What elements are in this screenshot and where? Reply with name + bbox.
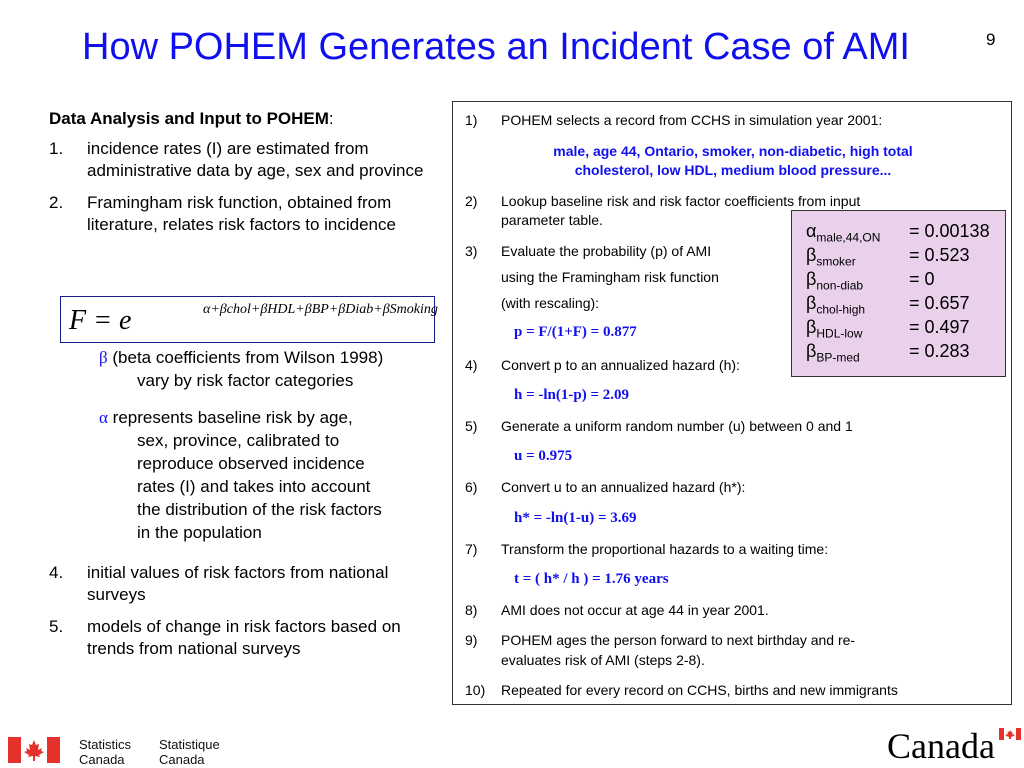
alpha-note-line1: represents baseline risk by age, <box>112 408 353 427</box>
step-text: Repeated for every record on CCHS, births and new immigrants <box>501 682 898 698</box>
coefficient-symbol: $\beta_{chol-high}$ <box>806 293 866 317</box>
coefficient-value: = 0 <box>909 269 935 289</box>
slide-title: How POHEM Generates an Incident Case of AMI <box>82 26 910 68</box>
beta-note-line1: (beta coefficients from Wilson 1998) <box>112 348 384 367</box>
alpha-note <box>99 406 429 544</box>
left-column-lower <box>49 562 444 670</box>
coefficient-value: = 0.657 <box>909 293 970 313</box>
left-heading <box>49 108 444 130</box>
step-number: 8) <box>465 602 478 618</box>
coefficient-symbol: $\beta_{non-diab}$ <box>806 269 864 293</box>
step-number: 1) <box>465 112 478 128</box>
left-heading-colon: : <box>328 109 334 128</box>
list-item <box>49 192 444 236</box>
step-number: 2) <box>465 193 478 209</box>
alpha-note-line: sex, province, calibrated to <box>137 431 340 450</box>
alpha-note-line: in the population <box>137 523 262 542</box>
list-item-text: incidence rates (I) are estimated from administrative data by age, sex and province <box>87 139 424 180</box>
list-item-text: models of change in risk factors based on trends from national surveys <box>87 617 401 658</box>
coefficient-symbol: $\beta_{smoker}$ <box>806 245 856 269</box>
list-item-text: Framingham risk function, obtained from literature, relates risk factors to incidence <box>87 193 396 234</box>
step-text: Transform the proportional hazards to a waiting time: <box>501 541 829 557</box>
waiting-time-calc: t = ( h* / h ) = 1.76 years <box>514 571 669 587</box>
list-item <box>49 138 444 182</box>
hazard-star-calc: h* = -ln(1-u) = 3.69 <box>514 510 637 526</box>
alpha-note-line: the distribution of the risk factors <box>137 500 382 519</box>
step-number: 6) <box>465 479 478 495</box>
coefficient-value: = 0.283 <box>909 341 970 361</box>
list-item-number: 2. <box>49 193 64 212</box>
canada-flag-icon <box>8 737 60 763</box>
alpha-note-line: rates (I) and takes into account <box>137 477 371 496</box>
step-number: 5) <box>465 418 478 434</box>
step-number: 4) <box>465 357 478 373</box>
list-item-text: initial values of risk factors from national surveys <box>87 563 389 604</box>
formula-lhs: F = e <box>69 305 132 336</box>
coefficient-value: = 0.00138 <box>909 221 990 241</box>
record-highlight-line1: male, age 44, Ontario, smoker, non-diabetic, high total <box>553 143 913 159</box>
coefficient-value: = 0.523 <box>909 245 970 265</box>
left-heading-text: Data Analysis and Input to POHEM <box>49 109 329 128</box>
beta-symbol: β <box>99 348 108 367</box>
framingham-formula <box>60 296 438 343</box>
coefficient-row <box>806 293 1001 317</box>
list-item <box>49 562 444 606</box>
step-text: Evaluate the probability (p) of AMI <box>501 243 712 259</box>
hazard-calc: h = -ln(1-p) = 2.09 <box>514 387 630 403</box>
coefficient-row <box>806 341 1001 365</box>
step-text: using the Framingham risk function <box>501 269 719 285</box>
step-text: Lookup baseline risk and risk factor coefficients from input <box>501 193 861 209</box>
coefficient-row <box>806 317 1001 341</box>
coefficient-row <box>806 221 1001 245</box>
step-text: POHEM ages the person forward to next birthday and re- <box>501 632 856 648</box>
step-text: evaluates risk of AMI (steps 2-8). <box>501 652 705 668</box>
list-item <box>49 616 444 660</box>
canada-wordmark: Canada <box>887 726 995 766</box>
coefficient-value: = 0.497 <box>909 317 970 337</box>
step-number: 10) <box>465 682 486 698</box>
step-number: 7) <box>465 541 478 557</box>
coefficient-row <box>806 269 1001 293</box>
step-number: 9) <box>465 632 478 648</box>
step-text: POHEM selects a record from CCHS in simulation year 2001: <box>501 112 883 128</box>
page-number: 9 <box>986 30 996 49</box>
uniform-calc: u = 0.975 <box>514 448 573 464</box>
beta-note <box>99 346 429 392</box>
beta-note-line2: vary by risk factor categories <box>137 371 354 390</box>
coefficient-symbol: $\beta_{HDL-low}$ <box>806 317 863 341</box>
coefficient-symbol: $\alpha_{male,44,ON}$ <box>806 221 881 245</box>
coefficient-row <box>806 245 1001 269</box>
step-text: parameter table. <box>501 212 603 228</box>
list-item-number: 5. <box>49 617 64 636</box>
coefficient-symbol: $\beta_{BP-med}$ <box>806 341 860 365</box>
alpha-symbol: α <box>99 408 108 427</box>
probability-calc: p = F/(1+F) = 0.877 <box>514 324 637 340</box>
step-text: (with rescaling): <box>501 295 600 311</box>
statistics-canada-en: Statistics Canada <box>79 737 132 767</box>
step-text: Convert u to an annualized hazard (h*): <box>501 479 746 495</box>
wordmark-flag-icon <box>999 728 1021 740</box>
record-highlight-line2: cholesterol, low HDL, medium blood pressure... <box>574 162 892 178</box>
steps-box <box>452 101 1012 705</box>
left-column <box>49 108 444 246</box>
step-text: Convert p to an annualized hazard (h): <box>501 357 740 373</box>
formula-exponent: α+βchol+βHDL+βBP+βDiab+βSmoking <box>203 302 438 317</box>
statistique-canada-fr: Statistique Canada <box>159 737 220 767</box>
step-text: AMI does not occur at age 44 in year 2001. <box>501 602 769 618</box>
coefficient-box <box>791 210 1006 377</box>
step-number: 3) <box>465 243 478 259</box>
list-item-number: 1. <box>49 139 64 158</box>
list-item-number: 4. <box>49 563 64 582</box>
alpha-note-line: reproduce observed incidence <box>137 454 365 473</box>
step-text: Generate a uniform random number (u) between 0 and 1 <box>501 418 853 434</box>
